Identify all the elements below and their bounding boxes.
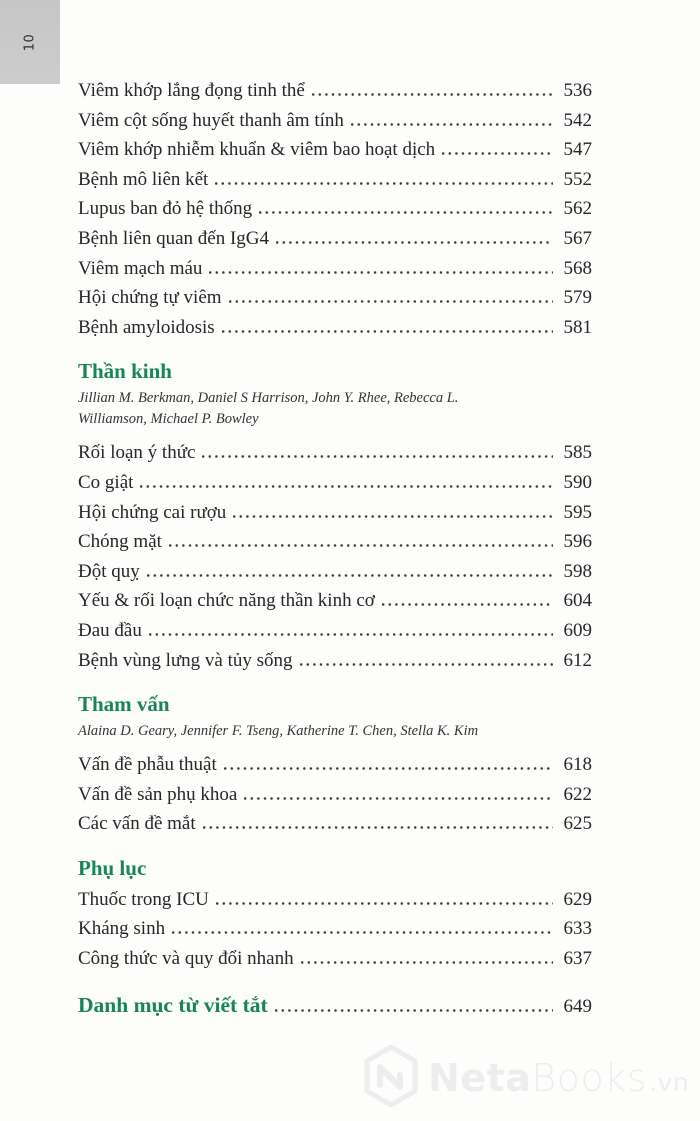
dotted-leader bbox=[172, 931, 553, 934]
section-heading: Thần kinh bbox=[78, 359, 172, 384]
toc-entry-title: Vấn đề sản phụ khoa bbox=[78, 783, 238, 805]
toc-sections bbox=[78, 76, 592, 974]
toc-entry-title: Viêm cột sống huyết thanh âm tính bbox=[78, 109, 344, 131]
toc-entry bbox=[78, 557, 592, 587]
section-entries bbox=[78, 885, 592, 974]
toc-entry bbox=[78, 944, 592, 974]
toc-entry-title: Đau đầu bbox=[78, 619, 142, 641]
toc-entry-title: Đột quỵ bbox=[78, 560, 140, 582]
toc-entry-page: 637 bbox=[563, 948, 592, 970]
toc-entry-title: Bệnh vùng lưng và tủy sống bbox=[78, 649, 293, 671]
toc-entry-title: Bệnh liên quan đến IgG4 bbox=[78, 227, 270, 249]
dotted-leader bbox=[229, 300, 553, 303]
toc-entry bbox=[78, 313, 592, 343]
toc-entry bbox=[78, 498, 592, 528]
page-number-tab bbox=[0, 0, 60, 84]
toc-entry bbox=[78, 283, 592, 313]
toc-entry-title: Viêm khớp nhiễm khuẩn & viêm bao hoạt dịch bbox=[78, 139, 436, 161]
toc-entry-page: 562 bbox=[563, 198, 592, 220]
toc-entry-title: Công thức và quy đổi nhanh bbox=[78, 948, 294, 970]
toc-entry-title: Bệnh amyloidosis bbox=[78, 316, 215, 338]
toc-entry bbox=[78, 646, 592, 676]
toc-entry-title: Kháng sinh bbox=[78, 918, 166, 940]
dotted-leader bbox=[203, 826, 553, 829]
dotted-leader bbox=[149, 633, 553, 636]
toc-entry-page: 629 bbox=[563, 888, 592, 910]
section-authors: Jillian M. Berkman, Daniel S Harrison, John Y. Rhee, Rebecca L. Williamson, Michael P. Bowley bbox=[78, 390, 459, 428]
toc-entry-title: Hội chứng cai rượu bbox=[78, 501, 227, 523]
section-heading: Phụ lục bbox=[78, 855, 147, 880]
toc-entry-page: 581 bbox=[563, 316, 592, 338]
toc-entry-page: 618 bbox=[563, 754, 592, 776]
section-entries bbox=[78, 750, 592, 839]
dotted-leader bbox=[351, 123, 553, 126]
section-entries bbox=[78, 438, 592, 675]
toc-entry-page: 595 bbox=[563, 501, 592, 523]
toc-entry-page: 536 bbox=[563, 80, 592, 101]
toc-entry-title: Các vấn đề mắt bbox=[78, 813, 196, 835]
toc-entry-title: Chóng mặt bbox=[78, 531, 162, 553]
toc-entry-title: Co giật bbox=[78, 471, 134, 493]
toc-entry-title: Vấn đề phẫu thuật bbox=[78, 754, 217, 776]
toc-entry-page: 604 bbox=[563, 590, 592, 612]
dotted-leader bbox=[300, 663, 553, 666]
table-of-contents bbox=[78, 76, 592, 1023]
toc-entry-page: 590 bbox=[563, 471, 592, 493]
toc-entry bbox=[78, 527, 592, 557]
toc-entry bbox=[78, 106, 592, 136]
toc-entry bbox=[78, 254, 592, 284]
wordmark-vn-suffix: .vn bbox=[649, 1068, 690, 1097]
dotted-leader bbox=[244, 797, 553, 800]
toc-entry-title: Viêm khớp lắng đọng tinh thể bbox=[78, 80, 305, 101]
toc-entry-title: Danh mục từ viết tắt bbox=[78, 992, 268, 1017]
toc-entry-page: 649 bbox=[563, 995, 592, 1017]
section-entries bbox=[78, 76, 592, 342]
dotted-leader bbox=[276, 241, 553, 244]
dotted-leader bbox=[202, 455, 553, 458]
toc-entry-page: 598 bbox=[563, 560, 592, 582]
dotted-leader bbox=[442, 152, 553, 155]
dotted-leader bbox=[140, 485, 553, 488]
wordmark-books: Books bbox=[531, 1056, 648, 1100]
toc-entry-page: 609 bbox=[563, 619, 592, 641]
toc-entry-title: Yếu & rối loạn chức năng thần kinh cơ bbox=[78, 590, 375, 612]
section-heading: Tham vấn bbox=[78, 692, 170, 717]
toc-entry bbox=[78, 809, 592, 839]
toc-entry bbox=[78, 914, 592, 944]
toc-entry bbox=[78, 135, 592, 165]
toc-entry-page: 612 bbox=[563, 649, 592, 671]
netabooks-watermark bbox=[364, 1044, 694, 1112]
netabooks-hexagon-n-icon bbox=[364, 1045, 418, 1112]
wordmark-neta: Neta bbox=[428, 1056, 532, 1100]
toc-entry-page: 567 bbox=[563, 227, 592, 249]
dotted-leader bbox=[312, 93, 553, 96]
dotted-leader bbox=[301, 961, 553, 964]
dotted-leader bbox=[222, 330, 553, 333]
toc-entry bbox=[78, 586, 592, 616]
dotted-leader bbox=[259, 211, 553, 214]
dotted-leader bbox=[382, 603, 553, 606]
toc-entry-page: 568 bbox=[563, 257, 592, 279]
toc-entry-page: 625 bbox=[563, 813, 592, 835]
toc-entry bbox=[78, 224, 592, 254]
toc-entry-page: 547 bbox=[563, 139, 592, 161]
toc-entry bbox=[78, 76, 592, 106]
page-number: 10 bbox=[22, 33, 38, 51]
dotted-leader bbox=[233, 515, 553, 518]
toc-entry-title: Hội chứng tự viêm bbox=[78, 287, 222, 309]
toc-entry-page: 596 bbox=[563, 531, 592, 553]
toc-entry-page: 585 bbox=[563, 442, 592, 464]
dotted-leader bbox=[215, 182, 553, 185]
toc-entry bbox=[78, 885, 592, 915]
toc-entry-page: 579 bbox=[563, 287, 592, 309]
section-authors: Alaina D. Geary, Jennifer F. Tseng, Katherine T. Chen, Stella K. Kim bbox=[78, 723, 479, 740]
toc-entry bbox=[78, 165, 592, 195]
toc-entry-title: Viêm mạch máu bbox=[78, 257, 203, 279]
toc-entry bbox=[78, 750, 592, 780]
dotted-leader bbox=[216, 902, 553, 905]
toc-entry-page: 552 bbox=[563, 168, 592, 190]
toc-entry-title: Thuốc trong ICU bbox=[78, 888, 209, 910]
toc-entry bbox=[78, 616, 592, 646]
toc-entry bbox=[78, 468, 592, 498]
dotted-leader bbox=[209, 271, 553, 274]
toc-entry-title: Bệnh mô liên kết bbox=[78, 168, 209, 190]
dotted-leader bbox=[169, 544, 553, 547]
toc-entry bbox=[78, 438, 592, 468]
netabooks-wordmark bbox=[428, 1056, 689, 1100]
dotted-leader bbox=[147, 574, 553, 577]
toc-entry-title: Rối loạn ý thức bbox=[78, 442, 196, 464]
toc-entry bbox=[78, 780, 592, 810]
toc-entry-page: 622 bbox=[563, 783, 592, 805]
toc-entry-title: Lupus ban đỏ hệ thống bbox=[78, 198, 253, 220]
dotted-leader bbox=[224, 767, 553, 770]
toc-entry-page: 542 bbox=[563, 109, 592, 131]
toc-entry bbox=[78, 194, 592, 224]
dotted-leader bbox=[275, 1009, 553, 1012]
toc-entry-page: 633 bbox=[563, 918, 592, 940]
toc-entry-abbreviations bbox=[78, 989, 592, 1023]
